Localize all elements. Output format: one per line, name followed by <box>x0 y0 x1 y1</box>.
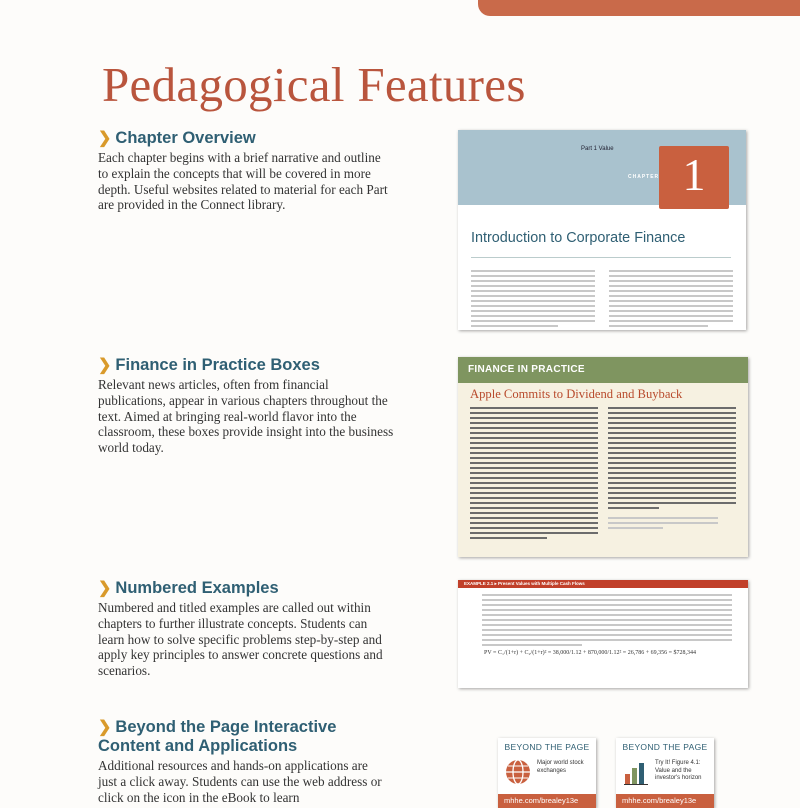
example-text-block <box>482 594 732 649</box>
feature-finance-in-practice <box>98 356 394 456</box>
feature-heading-label: Finance in Practice Boxes <box>115 356 320 374</box>
feature-heading <box>98 356 394 375</box>
feature-text: Additional resources and hands-on applications are just a click away. Students can use the web address or click on the icon in the eBook to learn <box>98 758 382 805</box>
top-accent-tab <box>478 0 800 16</box>
globe-icon <box>504 758 532 786</box>
beyond-card-text: Major world stock exchanges <box>537 760 584 774</box>
feature-heading <box>98 129 394 148</box>
chevron-right-icon: ❯ <box>98 130 112 147</box>
feature-chapter-overview <box>98 129 394 213</box>
feature-beyond-the-page <box>98 718 388 805</box>
feature-heading <box>98 718 388 756</box>
feature-heading <box>98 579 394 598</box>
chapter-title: Introduction to Corporate Finance <box>471 230 686 246</box>
feature-numbered-examples <box>98 579 394 679</box>
chevron-right-icon: ❯ <box>98 719 112 736</box>
feature-heading-label: Beyond the Page Interactive Content and Applications <box>98 718 337 755</box>
finance-source-note <box>608 517 718 532</box>
chapter-number-box <box>659 146 729 209</box>
feature-text: Each chapter begins with a brief narrative and outline to explain the concepts that will be covered in more depth. Useful websites related to material for each Part are provided in the Connect library. <box>98 150 388 213</box>
divider <box>471 257 731 258</box>
feature-heading-label: Numbered Examples <box>115 579 279 597</box>
chapter-label: CHAPTER <box>628 174 660 180</box>
beyond-the-page-card[interactable] <box>616 738 714 808</box>
beyond-card-header: BEYOND THE PAGE <box>622 742 708 752</box>
finance-header-label: FINANCE IN PRACTICE <box>468 364 585 375</box>
chapter-part-label: Part 1 Value <box>581 146 614 152</box>
beyond-the-page-card[interactable] <box>498 738 596 808</box>
page-title: Pedagogical Features <box>102 57 526 112</box>
beyond-card-text: Try It! Figure 4.1: Value and the investor's horizon <box>655 760 702 781</box>
chevron-right-icon: ❯ <box>98 580 112 597</box>
feature-text: Numbered and titled examples are called out within chapters to further illustrate concepts. Students can learn how to solve specific problems step-by-step and apply key principles to answer concrete questions and scenarios. <box>98 600 383 679</box>
chapter-thumbnail <box>458 130 746 330</box>
beyond-card-url[interactable]: mhhe.com/brealey13e <box>498 794 596 808</box>
example-formula: PV = C₁/(1+r) + C₂/(1+r)² = 38,000/1.12 + 870,000/1.12² = 26,786 + 69,356 = $728,344 <box>484 650 696 656</box>
feature-text: Relevant news articles, often from financial publications, appear in various chapters throughout the text. Aimed at bringing real-world flavor into the classroom, these boxes provide insight into the business world today. <box>98 377 394 456</box>
finance-in-practice-thumbnail <box>458 357 748 557</box>
beyond-card-url[interactable]: mhhe.com/brealey13e <box>616 794 714 808</box>
chevron-right-icon: ❯ <box>98 357 112 374</box>
chapter-text-column-left <box>471 270 595 330</box>
finance-title: Apple Commits to Dividend and Buyback <box>470 387 683 401</box>
chapter-number: 1 <box>682 149 706 200</box>
beyond-card-header: BEYOND THE PAGE <box>504 742 590 752</box>
finance-text-column-left <box>470 407 598 542</box>
feature-heading-label: Chapter Overview <box>115 129 256 147</box>
bar-chart-icon <box>622 758 650 786</box>
chapter-text-column-right <box>609 270 733 330</box>
numbered-example-thumbnail <box>458 580 748 688</box>
example-header-label: EXAMPLE 2.1 ▸ Present Values with Multiple Cash Flows <box>464 581 585 586</box>
finance-text-column-right <box>608 407 736 512</box>
